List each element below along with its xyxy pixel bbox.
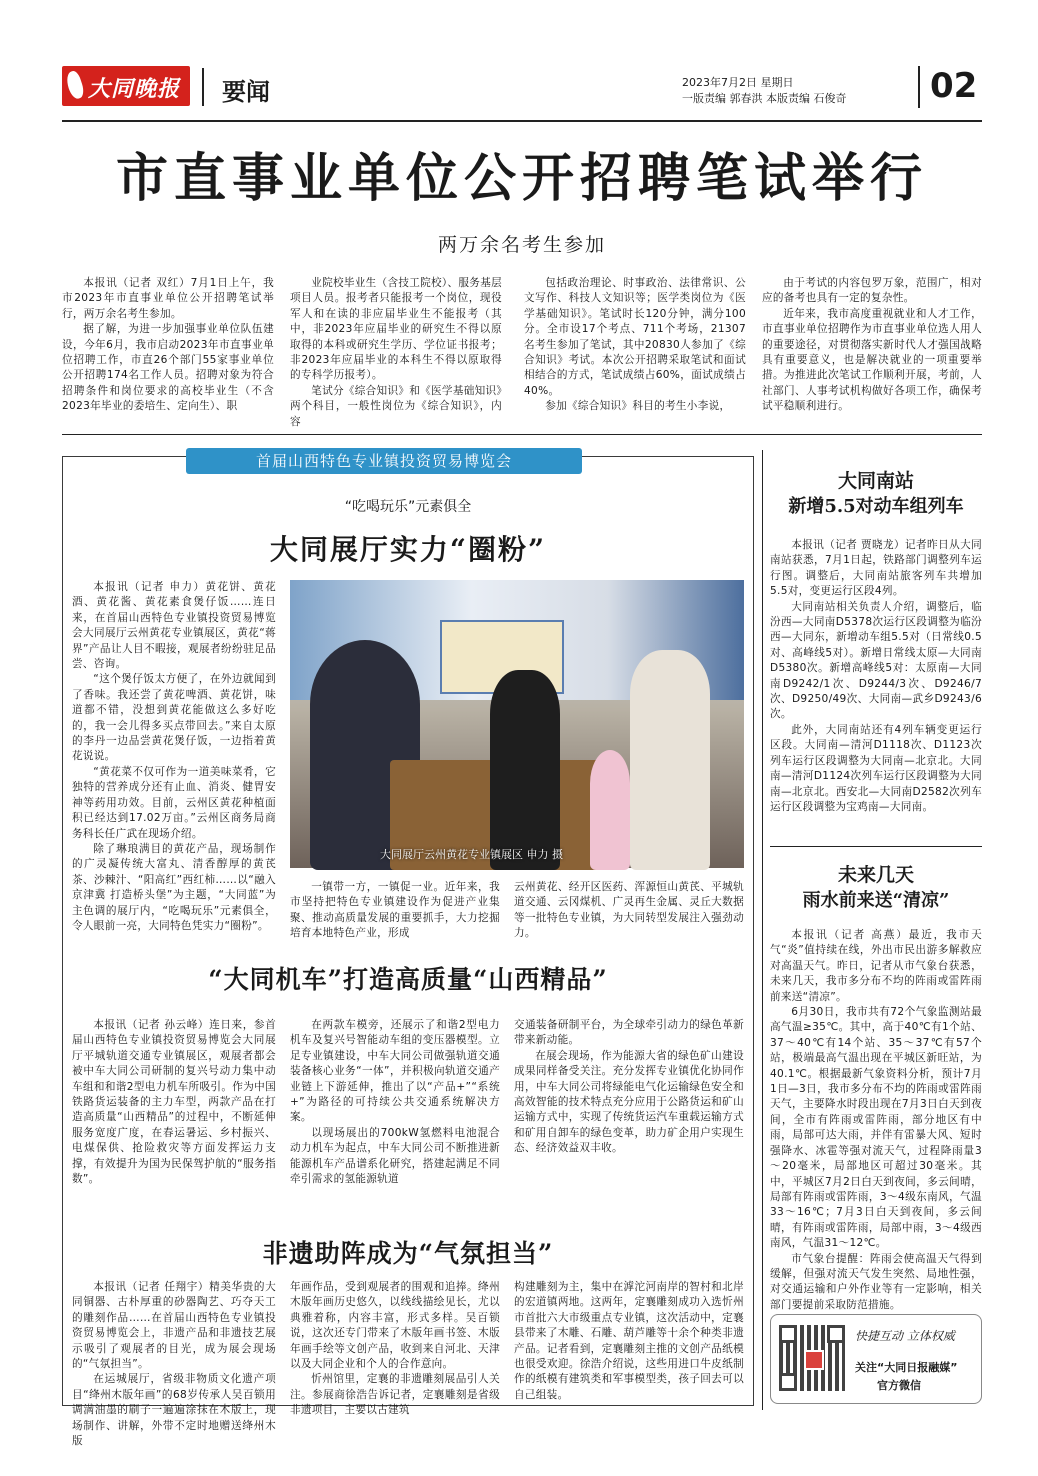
issue-editors: 一版责编 郭春洪 本版责编 石俊奇 xyxy=(682,92,847,105)
promo-slogan: 快捷互动 立体权威 xyxy=(855,1329,955,1343)
paragraph: 除了琳琅满目的黄花产品，现场制作的广灵凝传统大富丸、清香醇厚的黄芪茶、沙棘汁、“阳高红”西红柿……以“融入京津冀 打造桥头堡”为主题，“大同蓝”为主色调的展厅内，“吃喝玩乐”元素俱全，令人眼前一亮，大同特色凭实力“圈粉”。 xyxy=(72,842,276,932)
train-headline-2: 新增5.5对动车组列车 xyxy=(788,496,964,517)
paragraph: 年画作品，受到观展者的围观和追捧。绛州木版年画历史悠久，以线线描绘见长，尤以典雅着称，内容丰富，形式多样。吴百锁说，这次还专门带来了木版年画书签、木版年画手绘等文创产品，收到来自河北、天津以及大同企业和个人的合作意向。 xyxy=(290,1281,500,1371)
paragraph: 以现场展出的700kW氢燃料电池混合动力机车为起点，中车大同公司不断推进新能源机车产品谱系化研究，搭建起满足不同牵引需求的氢能源轨道 xyxy=(290,1126,500,1186)
weather-headline-2: 雨水前来送“清凉” xyxy=(802,890,950,911)
paragraph: 忻州馆里，定襄的非遗雕刻展品引人关注。参展商徐浩告诉记者，定襄雕刻是省级非遗项目，主要以古建筑 xyxy=(290,1373,500,1417)
paragraph: 交通装备研制平台，为全球牵引动力的绿色革新带来新动能。 xyxy=(514,1019,744,1047)
expo-headline: 大同展厅实力“圈粉” xyxy=(269,533,547,566)
page-number-divider xyxy=(918,66,920,108)
visitor-figure xyxy=(490,670,560,870)
lead-column-1 xyxy=(62,276,274,426)
train-headline-1: 大同南站 xyxy=(837,470,914,492)
loco-column-3 xyxy=(514,1018,744,1198)
masthead-rule xyxy=(62,120,982,122)
photo-caption: 大同展厅云州黄花专业镇展区 申力 摄 xyxy=(380,848,563,861)
paragraph: 本报讯（记者 双红）7月1日上午，我市2023年市直事业单位公开招聘笔试举行，两万余名考生参加。 xyxy=(62,277,274,320)
paragraph: 参加《综合知识》科目的考生小李说， xyxy=(545,400,731,413)
visitor-figure xyxy=(630,650,710,870)
lead-column-2 xyxy=(290,276,502,426)
lead-headline: 市直事业单位公开招聘笔试举行 xyxy=(115,148,928,209)
paragraph: 构建雕刻为主，集中在滹沱河南岸的智村和北岸的宏道镇两地。这两年，定襄雕刻成功入选忻州市首批六大市级重点专业镇，这次活动中，定襄县带来了木雕、石雕、葫芦雕等十余个种类非遗产品。记者看到，定襄雕刻主推的文创产品纸模也很受欢迎。徐浩介绍说，这些用进口牛皮纸制作的纸模有建筑类和军事模型类，孩子回去可以自己组装。 xyxy=(514,1281,744,1401)
child-figure xyxy=(590,750,630,870)
promo-box xyxy=(770,1314,982,1404)
lead-column-3 xyxy=(524,276,746,426)
weather-body xyxy=(770,928,982,1311)
train-body xyxy=(770,538,982,840)
masthead xyxy=(62,62,982,114)
paragraph: 本报讯（记者 高燕）最近，我市天气“炎”值持续在线，外出市民出游多解救应对高温天气。昨日，记者从市气象台获悉，未来几天，我市多分布不均的阵雨或雷阵雨前来送“清凉”。 xyxy=(770,929,982,1003)
right-divider xyxy=(770,846,982,847)
heritage-column-2 xyxy=(290,1280,500,1417)
lead-column-4 xyxy=(762,276,982,426)
expo-photo xyxy=(290,580,744,868)
expo-column-2 xyxy=(290,880,500,942)
right-column-rule xyxy=(762,450,763,1410)
paragraph: 在展会现场，作为能源大省的绿色矿山建设成果同样备受关注。充分发挥专业镇优化协同作用，中车大同公司将绿能电气化运输绿色安全和高效智能的技术特点充分应用于公路货运和矿山运输方式中，实现了传统货运汽车重载运输方式和矿用自卸车的绿色变革，助力矿企用户实现生态、经济效益双丰收。 xyxy=(514,1049,744,1155)
paragraph: 近年来，我市高度重视就业和人才工作，市直事业单位招聘作为市直事业单位选人用人的重要途径，对贯彻落实新时代人才强国战略具有重要意义，也是解决就业的一项重要举措。为推进此次笔试工作顺利开展，考前，人社部门、人事考试机构做好各项工作，确保考试平稳顺利进行。 xyxy=(762,307,982,413)
expo-banner xyxy=(186,448,582,474)
paragraph: “黄花菜不仅可作为一道美味菜肴，它独特的营养成分还有止血、消炎、健胃安神等药用功效。目前，云州区黄花种植面积已经达到17.02万亩。”云州区商务局商务科长任广武在现场介绍。 xyxy=(72,765,276,840)
paragraph: 大同南站相关负责人介绍，调整后，临汾西—大同南D5378次运行区段调整为临汾西—大同东，新增动车组5.5对（日常线0.5对、高峰线5对）。新增日常线太原—大同南D5380次。新增高峰线5对：太原南—大同南D9242/1次、D9244/3次、D9246/7次、D9250/49次、大同南—武乡D9243/6次。 xyxy=(770,600,982,721)
paragraph: 6月30日，我市共有72个气象监测站最高气温≥35℃。其中，高于40℃有1个站、37～40℃有14个站、35～37℃有57个站，极端最高气温出现在平城区新旺站，为40.1℃。根据最新气象资料分析，预计7月1日—3日，我市多分布不均的阵雨或雷阵雨天气，主要降水时段出现在7月3日白天到夜间，全市有阵雨或雷阵雨，部分地区有中雨，局部可达大雨，并伴有雷暴大风、短时强降水、冰雹等强对流天气，过程降雨量3～20毫米，局部地区可超过30毫米。其中，平城区7月2日白天到夜间，多云间晴，局部有阵雨或雷阵雨，3～4级东南风，气温33～16℃；7月3日白天到夜间，多云间晴，有阵雨或雷阵雨，局部中雨，3～4级西南风，气温31～12℃。 xyxy=(770,1006,982,1250)
paragraph: 由于考试的内容包罗万象，范围广，相对应的备考也具有一定的复杂性。 xyxy=(762,277,982,305)
paragraph: 本报讯（记者 孙云峰）连日来，参首届山西特色专业镇投资贸易博览会大同展厅平城轨道交通专业镇展区，观展者都会被中车大同公司研制的复兴号动力集中动车组和和谐2型电力机车所吸引。作为中国铁路货运装备的主力车型，两款产品在打造高质量“山西精品”的过程中，不断延伸服务宽度广度，在春运暑运、乡村振兴、电煤保供、抢险救灾等方面发挥运力支撑，有效提升为国为民保驾护航的“服务指数”。 xyxy=(72,1019,276,1186)
promo-follow: 关注“大同日报融媒” xyxy=(855,1361,958,1374)
issue-date: 2023年7月2日 星期日 xyxy=(682,76,794,89)
paragraph: 据了解，为进一步加强事业单位队伍建设，今年6月，我市启动2023年市直事业单位招聘工作，市直26个部门55家事业单位公开招聘174名工作人员。招聘对象为符合招聘条件和岗位要求的高校毕业生（不含2023年毕业的委培生、定向生）、职 xyxy=(62,323,274,413)
lead-subhead: 两万余名考生参加 xyxy=(437,234,606,256)
heritage-column-1 xyxy=(72,1280,276,1448)
paragraph: 云州黄花、经开区医药、浑源恒山黄芪、平城轨道交通、云冈煤机、广灵再生金属、灵丘大数据等一批特色专业镇，为大同转型发展注入强劲动力。 xyxy=(514,881,744,940)
lead-bottom-rule xyxy=(62,434,982,435)
paragraph: 业院校毕业生（含技工院校）、服务基层项目人员。报考者只能报考一个岗位，现役军人和在读的非应届毕业生不能报考（其中，非2023年应届毕业的研究生不得以原取得的本科或研究生学历、学位证书报考；非2023年应届毕业的本科生不得以原取得的专科学历报考）。 xyxy=(290,277,502,382)
newspaper-logo xyxy=(62,66,190,106)
logo-flame-icon xyxy=(64,70,86,101)
logo-text: 大同晚报 xyxy=(88,76,181,102)
paragraph: 本报讯（记者 贾晓龙）记者昨日从大同南站获悉，7月1日起，铁路部门调整列车运行图。调整后，大同南站旅客列车共增加5.5对，变更运行区段4列。 xyxy=(770,539,982,598)
loco-column-2 xyxy=(290,1018,500,1198)
promo-follow-2: 官方微信 xyxy=(877,1379,921,1392)
expo-column-3 xyxy=(514,880,744,942)
paragraph: 在两款车模旁，还展示了和谐2型电力机车及复兴号智能动车组的变压器模型。立足专业镇建设，中车大同公司做强轨道交通装备核心业务“一体”，并积极向轨道交通产业链上下游延伸，推出了以“产品+”“系统+”为路径的可持续公共交通系统解决方案。 xyxy=(290,1019,500,1124)
paragraph: “这个煲仔饭太方便了，在外边就闻到了香味。我还尝了黄花啤酒、黄花饼，味道都不错，没想到黄花能做这么多好吃的，我一会儿得多买点带回去。”来自太原的李丹一边品尝黄花煲仔饭，一边指着黄花说说。 xyxy=(72,673,276,763)
paragraph: 本报讯（记者 任翔宇）精美华贵的大同铜器、古朴厚重的砂器陶艺、巧夺天工的雕刻作品……在首届山西特色专业镇投资贸易博览会上，非遗产品和非遗技艺展示吸引了观展者的目光，成为展会现场的“气氛担当”。 xyxy=(72,1281,276,1371)
paragraph: 本报讯（记者 申力）黄花饼、黄花酒、黄花酱、黄花素食煲仔饭……连日来，在首届山西特色专业镇投资贸易博览会大同展厅云州黄花专业镇展区，黄花“蒋界”产品让人目不暇接，观展者纷纷驻足品尝、咨询。 xyxy=(72,581,276,671)
paragraph: 包括政治理论、时事政治、法律常识、公文写作、科技人文知识等；医学类岗位为《医学基础知识》。笔试时长120分钟，满分100分。全市设17个考点、711个考场，21307名考生参加了笔试，其中20830人参加了《综合知识》考试。本次公开招聘采取笔试和面试相结合的方式，笔试成绩占60%，面试成绩占40%。 xyxy=(524,277,746,397)
weather-headline-1: 未来几天 xyxy=(837,864,914,886)
paragraph: 一镇带一方，一镇促一业。近年来，我市坚持把特色专业镇建设作为促进产业集聚、推动高质量发展的重要抓手，大力挖掘培育本地特色产业，形成 xyxy=(290,881,500,940)
section-divider xyxy=(202,68,204,106)
qr-logo-icon xyxy=(804,1350,824,1370)
loco-headline: “大同机车”打造高质量“山西精品” xyxy=(208,965,608,994)
paragraph: 此外，大同南站还有4列车辆变更运行区段。大同南—清河D1118次、D1123次列车运行区段调整为大同南—北京北。大同南—清河D1124次列车运行区段调整为大同南—北京北。西安北—大同南D2582次列车运行区段调整为宝鸡南—大同南。 xyxy=(770,723,982,813)
paragraph: 市气象台提醒：阵雨会使高温天气得到缓解，但强对流天气发生突然、局地性强，对交通运输和户外作业等有一定影响，相关部门要提前采取防范措施。 xyxy=(770,1252,982,1311)
loco-column-1 xyxy=(72,1018,276,1198)
paragraph: 在运城展厅，省级非物质文化遗产项目“绛州木版年画”的68岁传承人吴百锁用调满油墨的刷子一遍遍涂抹在木版上，现场制作、讲解，外带不定时地赠送绛州木版 xyxy=(72,1373,276,1448)
expo-banner-text: 首届山西特色专业镇投资贸易博览会 xyxy=(255,452,512,470)
section-name: 要闻 xyxy=(222,77,270,106)
qr-code-icon[interactable] xyxy=(779,1325,845,1391)
expo-kicker: “吃喝玩乐”元素俱全 xyxy=(344,499,472,515)
paragraph: 笔试分《综合知识》和《医学基础知识》两个科目，一般性岗位为《综合知识》，内容 xyxy=(290,384,502,428)
heritage-column-3 xyxy=(514,1280,744,1400)
heritage-headline: 非遗助阵成为“气氛担当” xyxy=(262,1239,554,1268)
expo-column-1 xyxy=(72,580,276,932)
page-number: 02 xyxy=(930,66,978,106)
